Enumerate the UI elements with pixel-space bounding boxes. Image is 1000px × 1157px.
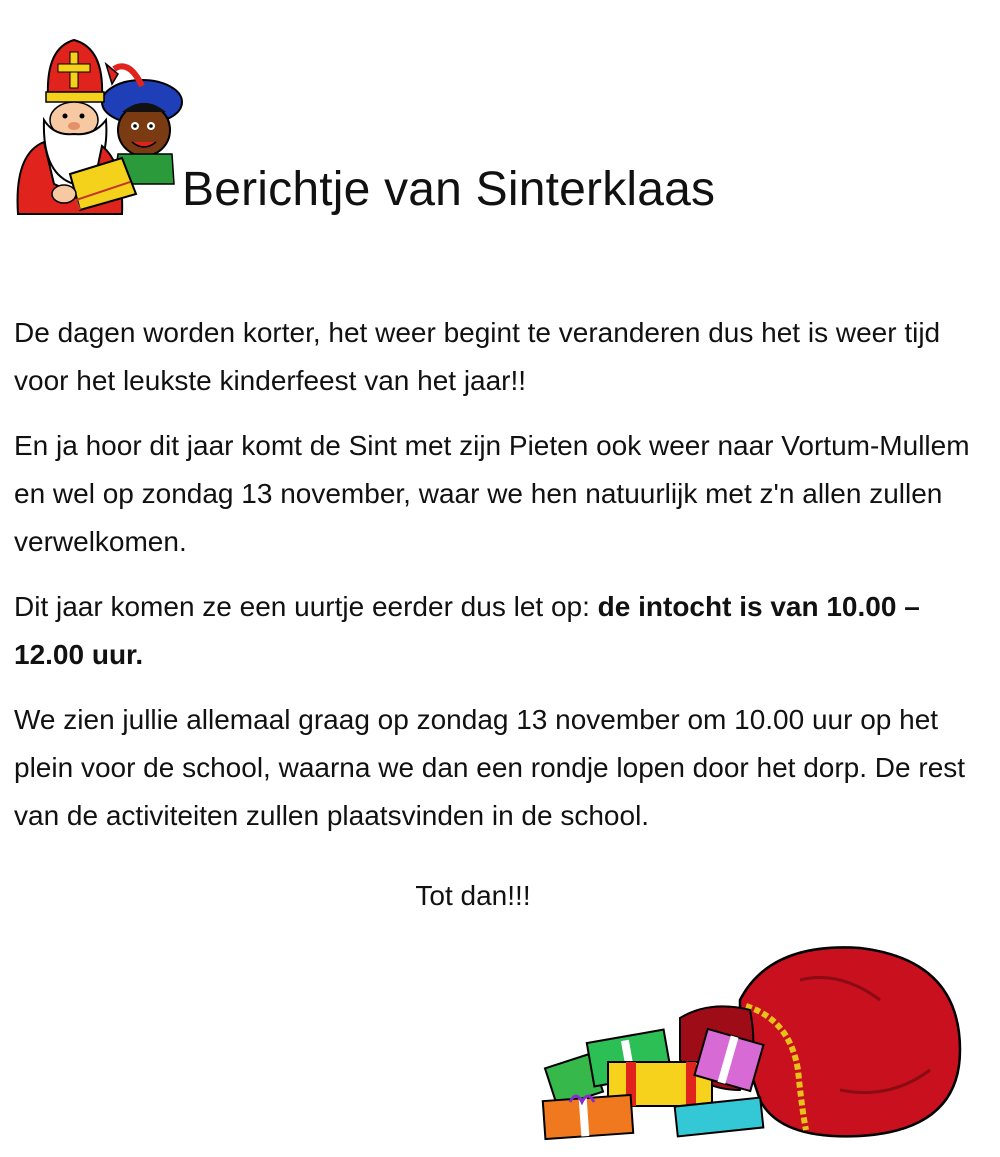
paragraph-time [14,583,989,679]
time-notice-text: Dit jaar komen ze een uurtje eerder dus let op: [14,591,598,622]
closing-text: Tot dan!!! [415,880,531,911]
page-title: Berichtje van Sinterklaas [182,163,716,216]
letter-body [14,309,989,857]
paragraph-intro: De dagen worden korter, het weer begint te veranderen dus het is weer tijd voor het leukste kinderfeest van het jaar!! [14,317,941,396]
paragraph-arrival: En ja hoor dit jaar komt de Sint met zijn Pieten ook weer naar Vortum-Mullem en wel op zondag 13 november, waar we hen natuurlijk met z'n allen zullen verwelkomen. [14,430,970,557]
present-sack-illustration [540,940,968,1145]
paragraph-meeting: We zien jullie allemaal graag op zondag 13 november om 10.00 uur op het plein voor de school, waarna we dan een rondje lopen door het dorp. De rest van de activiteiten zullen plaatsvinden in de school. [14,704,966,831]
sinterklaas-piet-illustration [14,34,186,216]
time-notice-bold: de intocht is van 10.00 – 12.00 uur. [14,591,920,670]
